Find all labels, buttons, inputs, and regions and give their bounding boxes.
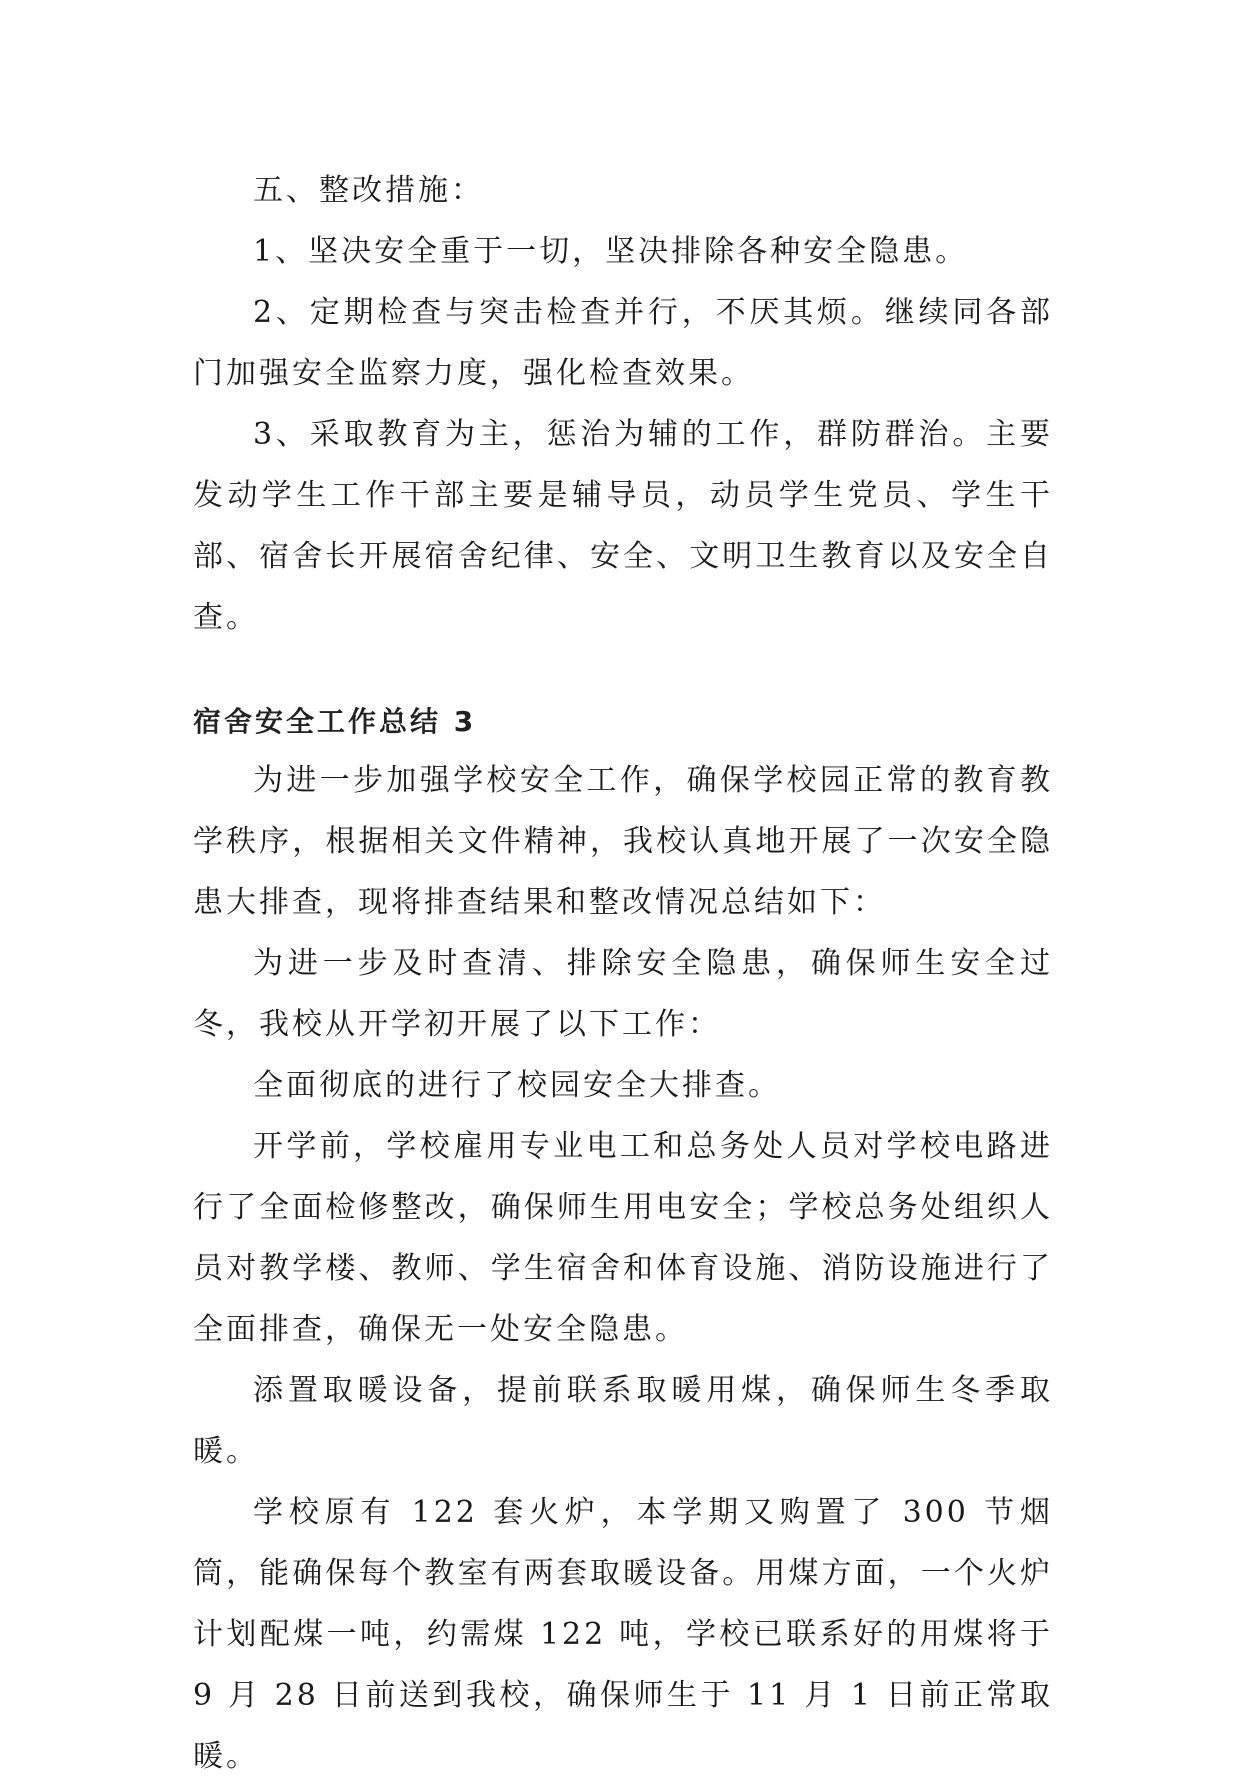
document-body [193,160,1053,1787]
paragraph: 1、坚决安全重于一切，坚决排除各种安全隐患。 [253,234,969,269]
section-rectification-measures [193,160,1053,648]
paragraph: 2、定期检查与突击检查并行，不厌其烦。继续同各部门加强安全监察力度，强化检查效果。 [193,295,1053,391]
section-heading: 宿舍安全工作总结 3 [193,705,477,738]
paragraph: 全面彻底的进行了校园安全大排查。 [253,1068,781,1103]
paragraph: 开学前，学校雇用专业电工和总务处人员对学校电路进行了全面检修整改，确保师生用电安全；学校总务处组织人员对教学楼、教师、学生宿舍和体育设施、消防设施进行了全面排查，确保无一处安全隐患。 [193,1129,1053,1347]
paragraph: 为进一步加强学校安全工作，确保学校园正常的教育教学秩序，根据相关文件精神，我校认真地开展了一次安全隐患大排查，现将排查结果和整改情况总结如下： [193,763,1053,920]
paragraph: 学校原有 122 套火炉，本学期又购置了 300 节烟筒，能确保每个教室有两套取暖设备。用煤方面，一个火炉计划配煤一吨，约需煤 122 吨，学校已联系好的用煤将于 9 月 28 日前送到我校，确保师生于 11 月 1 日前正常取暖。 [193,1495,1053,1774]
paragraph: 3、采取教育为主，惩治为辅的工作，群防群治。主要发动学生工作干部主要是辅导员，动员学生党员、学生干部、宿舍长开展宿舍纪律、安全、文明卫生教育以及安全自查。 [193,417,1053,635]
section-spacer [193,648,1053,694]
paragraph: 添置取暖设备，提前联系取暖用煤，确保师生冬季取暖。 [193,1373,1053,1469]
paragraph: 为进一步及时查清、排除安全隐患，确保师生安全过冬，我校从开学初开展了以下工作： [193,946,1053,1042]
section-dorm-safety-summary [193,694,1053,1787]
paragraph: 五、整改措施： [253,173,484,208]
